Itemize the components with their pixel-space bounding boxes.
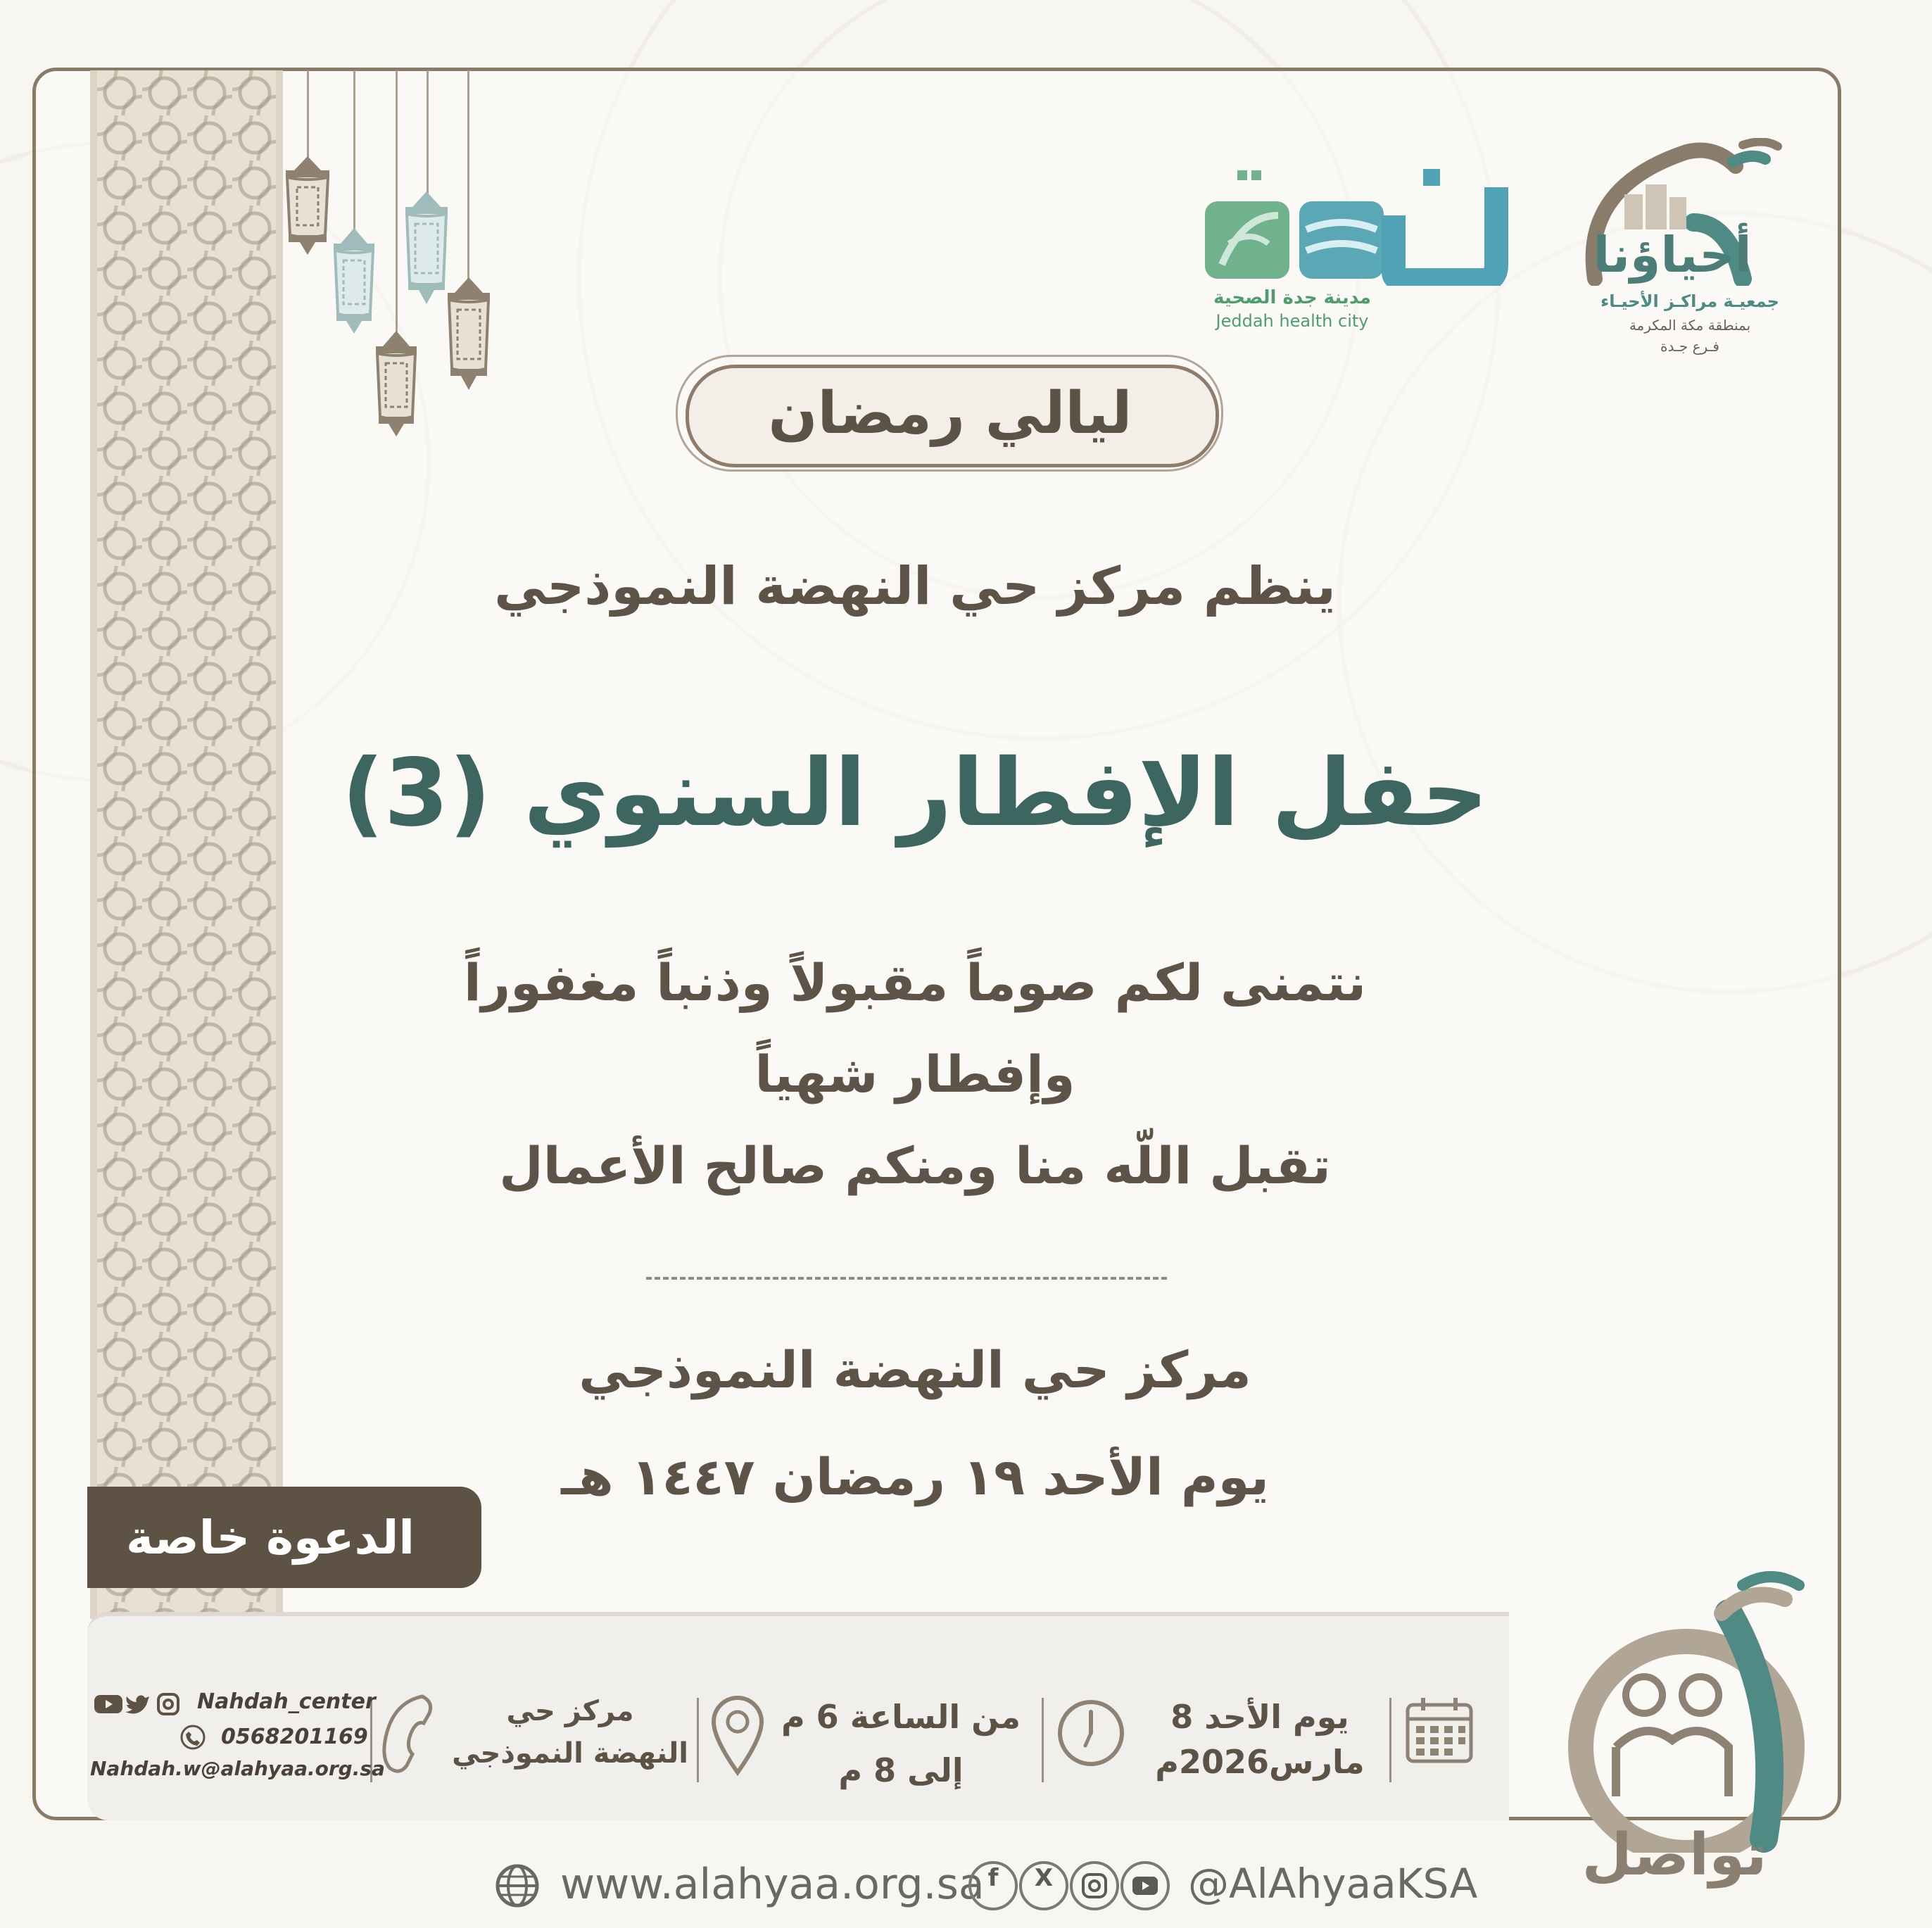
twitter-icon[interactable] <box>125 1694 151 1715</box>
calendar-icon <box>1403 1694 1475 1765</box>
globe-icon <box>494 1863 541 1909</box>
hijri-date-line: يوم الأحد ١٩ رمضان ١٤٤٧ هـ <box>561 1447 1269 1506</box>
ahyaa-logo-name: أحياؤنا <box>1593 226 1752 284</box>
location-pin-icon <box>709 1694 766 1777</box>
location-text-line-1: مركز حي <box>506 1695 634 1727</box>
ahyaa-logo-branch: فـرع جـدة <box>1660 338 1719 355</box>
jeddah-emblem-icon <box>1201 166 1510 286</box>
facebook-icon[interactable]: f <box>968 1861 1018 1910</box>
event-day-text: يوم الأحد 8 <box>1170 1698 1349 1736</box>
social-handle-text[interactable]: Nahdah_center <box>197 1689 376 1714</box>
location-text-line-2: النهضة النموذجي <box>452 1737 688 1770</box>
wish-line-3: تقبل اللّه منا ومنكم صالح الأعمال <box>499 1136 1331 1195</box>
wish-line-1: نتمنى لكم صوماً مقبولاً وذنباً مغفوراً <box>464 953 1366 1012</box>
tawasol-logo-text: تواصل <box>1581 1822 1767 1889</box>
venue-line: مركز حي النهضة النموذجي <box>579 1340 1251 1399</box>
event-time-from: من الساعة 6 م <box>781 1698 1021 1736</box>
private-invitation-text: الدعوة خاصة <box>125 1511 415 1565</box>
ramadan-nights-banner <box>676 355 1225 473</box>
phone-number-text[interactable]: 0568201169 <box>221 1725 368 1749</box>
ahyaa-logo-subtitle: جمعيـة مراكـز الأحيـاء <box>1600 291 1779 311</box>
private-invitation-badge <box>87 1487 481 1588</box>
instagram-icon[interactable] <box>156 1692 180 1716</box>
email-text[interactable]: Nahdah.w@alahyaa.org.sa <box>90 1757 385 1780</box>
info-separator <box>1042 1698 1044 1782</box>
dashed-divider <box>646 1277 1167 1280</box>
ahyaa-logo <box>1567 138 1785 363</box>
jeddah-logo-arabic: مدينة جدة الصحية <box>1213 287 1371 308</box>
banner-title: ليالي رمضان <box>768 380 1132 447</box>
lantern-icon <box>442 277 495 390</box>
jeddah-health-city-logo <box>1201 166 1510 335</box>
decorative-side-pattern <box>90 70 283 1619</box>
phone-handset-icon <box>380 1692 439 1777</box>
tawasol-logo-icon <box>1553 1571 1820 1853</box>
footer-social-handle[interactable]: @AlAhyaaKSA <box>1188 1860 1478 1908</box>
youtube-icon[interactable] <box>1120 1861 1170 1910</box>
info-separator <box>697 1698 699 1782</box>
event-month-text: مارس2026م <box>1155 1743 1365 1781</box>
website-link[interactable]: www.alahyaa.org.sa <box>560 1860 985 1909</box>
event-time-to: إلى 8 م <box>838 1751 964 1789</box>
youtube-icon[interactable] <box>94 1694 122 1715</box>
info-separator <box>1389 1698 1391 1782</box>
instagram-icon[interactable] <box>1070 1861 1119 1910</box>
event-title: حفل الإفطار السنوي (3) <box>341 739 1489 848</box>
organizer-line: ينظم مركز حي النهضة النموذجي <box>494 556 1336 617</box>
lantern-icon <box>370 331 422 436</box>
ahyaa-emblem-icon <box>1567 138 1785 286</box>
x-icon[interactable]: X <box>1019 1861 1068 1910</box>
clock-icon <box>1054 1696 1128 1770</box>
wish-line-2: وإفطار شهياً <box>755 1045 1075 1104</box>
jeddah-logo-english: Jeddah health city <box>1216 311 1369 331</box>
lantern-icon <box>328 228 380 334</box>
phone-icon <box>179 1723 207 1751</box>
ahyaa-logo-region: بمنطقة مكة المكرمة <box>1629 317 1751 334</box>
